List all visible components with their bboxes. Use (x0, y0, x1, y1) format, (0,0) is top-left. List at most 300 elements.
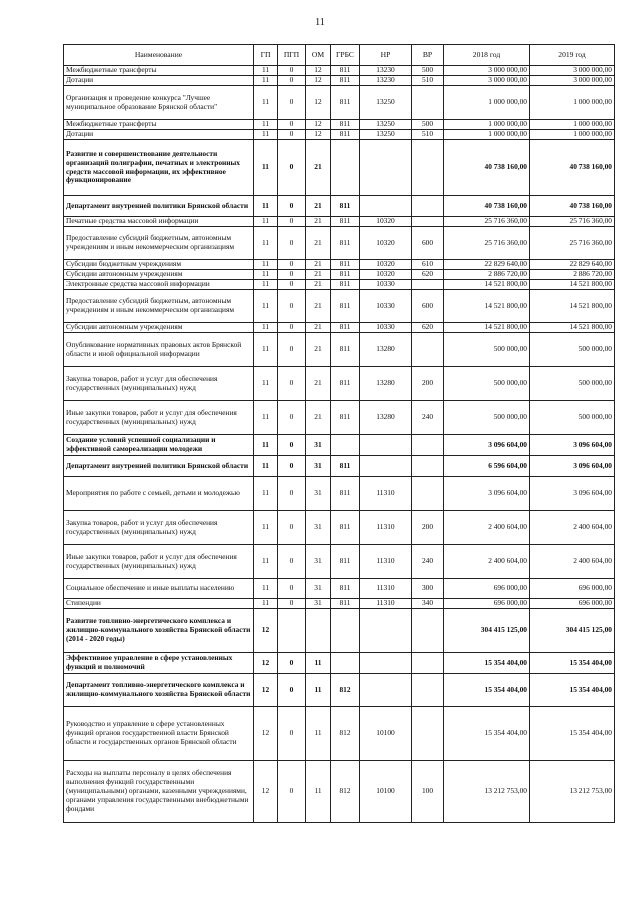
cell-nr: 13250 (360, 120, 412, 130)
cell-vr (412, 217, 444, 227)
cell-2019: 14 521 800,00 (530, 290, 615, 323)
cell-nr: 13280 (360, 401, 412, 435)
cell-2019: 25 716 360,00 (530, 217, 615, 227)
cell-2019: 2 400 604,00 (530, 545, 615, 579)
cell-pgp: 0 (278, 456, 306, 477)
cell-2018: 2 886 720,00 (444, 270, 530, 280)
cell-vr: 240 (412, 401, 444, 435)
cell-pgp: 0 (278, 401, 306, 435)
cell-grbs: 812 (331, 707, 360, 761)
cell-om: 31 (306, 477, 331, 511)
table-row (64, 579, 615, 599)
cell-vr: 500 (412, 66, 444, 76)
cell-pgp: 0 (278, 435, 306, 456)
table-row (64, 609, 615, 653)
table-row (64, 477, 615, 511)
cell-vr: 610 (412, 260, 444, 270)
cell-2019: 500 000,00 (530, 401, 615, 435)
cell-grbs (331, 435, 360, 456)
cell-2019: 1 000 000,00 (530, 130, 615, 140)
cell-2019: 25 716 360,00 (530, 227, 615, 260)
cell-om: 11 (306, 761, 331, 823)
cell-grbs: 811 (331, 86, 360, 120)
table-row (64, 227, 615, 260)
cell-om: 21 (306, 280, 331, 290)
cell-name: Опубликование нормативных правовых актов Брянской области и иной официальной информации (64, 333, 254, 367)
cell-2018: 14 521 800,00 (444, 290, 530, 323)
table-row (64, 76, 615, 86)
cell-grbs: 811 (331, 270, 360, 280)
cell-gp: 11 (254, 66, 278, 76)
table-row (64, 66, 615, 76)
cell-2018: 14 521 800,00 (444, 280, 530, 290)
column-header-2019: 2019 год (530, 45, 615, 66)
cell-vr (412, 609, 444, 653)
cell-name: Создание условий успешной социализации и эффективной самореализации молодежи (64, 435, 254, 456)
cell-gp: 11 (254, 130, 278, 140)
table-row (64, 196, 615, 217)
cell-2018: 3 096 604,00 (444, 435, 530, 456)
cell-nr: 10320 (360, 270, 412, 280)
cell-om: 31 (306, 545, 331, 579)
cell-om: 21 (306, 196, 331, 217)
cell-2018: 500 000,00 (444, 401, 530, 435)
cell-grbs: 811 (331, 579, 360, 599)
cell-2019: 304 415 125,00 (530, 609, 615, 653)
column-header-grbs: ГРБС (331, 45, 360, 66)
cell-nr (360, 609, 412, 653)
cell-om: 12 (306, 120, 331, 130)
table-row (64, 290, 615, 323)
cell-name: Департамент внутренней политики Брянской области (64, 196, 254, 217)
cell-om: 21 (306, 270, 331, 280)
cell-om: 21 (306, 401, 331, 435)
cell-2019: 15 354 404,00 (530, 653, 615, 674)
cell-2018: 15 354 404,00 (444, 674, 530, 707)
cell-gp: 11 (254, 217, 278, 227)
cell-gp: 11 (254, 333, 278, 367)
cell-gp: 11 (254, 290, 278, 323)
cell-2019: 2 886 720,00 (530, 270, 615, 280)
cell-2018: 40 738 160,00 (444, 196, 530, 217)
cell-nr: 10330 (360, 323, 412, 333)
cell-name: Межбюджетные трансферты (64, 120, 254, 130)
cell-2019: 40 738 160,00 (530, 196, 615, 217)
cell-gp: 11 (254, 86, 278, 120)
cell-gp: 11 (254, 323, 278, 333)
cell-name: Развитие и совершенствование деятельности организаций полиграфии, печатных и электронных средств массовой информации, их эффективное функционирование (64, 140, 254, 196)
cell-gp: 12 (254, 609, 278, 653)
cell-vr: 500 (412, 120, 444, 130)
cell-om: 12 (306, 86, 331, 120)
cell-om: 11 (306, 653, 331, 674)
cell-om: 21 (306, 217, 331, 227)
cell-nr (360, 653, 412, 674)
cell-vr (412, 280, 444, 290)
cell-name: Расходы на выплаты персоналу в целях обеспечения выполнения функций государственными (муниципальными) органами, казенными учреждениями, органами управления государственными внебюджетными фондами (64, 761, 254, 823)
cell-pgp: 0 (278, 227, 306, 260)
cell-vr: 200 (412, 367, 444, 401)
cell-gp: 12 (254, 761, 278, 823)
cell-2019: 3 000 000,00 (530, 76, 615, 86)
column-header-2018: 2018 год (444, 45, 530, 66)
cell-gp: 11 (254, 367, 278, 401)
cell-name: Стипендии (64, 599, 254, 609)
cell-2019: 2 400 604,00 (530, 511, 615, 545)
cell-om: 31 (306, 435, 331, 456)
cell-2018: 696 000,00 (444, 599, 530, 609)
cell-vr (412, 477, 444, 511)
cell-gp: 11 (254, 140, 278, 196)
cell-2018: 500 000,00 (444, 367, 530, 401)
cell-name: Печатные средства массовой информации (64, 217, 254, 227)
cell-2018: 25 716 360,00 (444, 227, 530, 260)
cell-2018: 15 354 404,00 (444, 653, 530, 674)
cell-vr: 510 (412, 130, 444, 140)
cell-om: 11 (306, 674, 331, 707)
cell-pgp: 0 (278, 217, 306, 227)
cell-om: 12 (306, 130, 331, 140)
page-number: 11 (315, 17, 325, 28)
cell-2018: 2 400 604,00 (444, 511, 530, 545)
cell-name: Департамент топливно-энергетического комплекса и жилищно-коммунального хозяйства Брянской области (64, 674, 254, 707)
cell-nr: 13230 (360, 76, 412, 86)
cell-vr: 620 (412, 270, 444, 280)
column-header-om: ОМ (306, 45, 331, 66)
table-row (64, 270, 615, 280)
cell-gp: 12 (254, 674, 278, 707)
cell-nr: 13250 (360, 130, 412, 140)
cell-nr: 10330 (360, 280, 412, 290)
table-row (64, 456, 615, 477)
cell-name: Эффективное управление в сфере установленных функций и полномочий (64, 653, 254, 674)
cell-grbs: 811 (331, 599, 360, 609)
cell-gp: 11 (254, 227, 278, 260)
cell-gp: 11 (254, 120, 278, 130)
budget-table (63, 44, 615, 823)
cell-grbs: 811 (331, 456, 360, 477)
cell-pgp: 0 (278, 270, 306, 280)
cell-grbs: 811 (331, 333, 360, 367)
cell-2019: 13 212 753,00 (530, 761, 615, 823)
cell-2018: 2 400 604,00 (444, 545, 530, 579)
cell-grbs: 811 (331, 545, 360, 579)
cell-2019: 696 000,00 (530, 579, 615, 599)
cell-2019: 3 096 604,00 (530, 435, 615, 456)
cell-vr (412, 653, 444, 674)
cell-om: 12 (306, 66, 331, 76)
cell-pgp: 0 (278, 707, 306, 761)
cell-vr: 600 (412, 227, 444, 260)
cell-gp: 11 (254, 76, 278, 86)
cell-grbs: 811 (331, 120, 360, 130)
cell-pgp: 0 (278, 653, 306, 674)
table-row (64, 511, 615, 545)
cell-om: 12 (306, 76, 331, 86)
table-row (64, 86, 615, 120)
cell-2018: 13 212 753,00 (444, 761, 530, 823)
column-header-pgp: ПГП (278, 45, 306, 66)
cell-name: Руководство и управление в сфере установленных функций органов государственной власти Брянской области и государственных органов Брянской области (64, 707, 254, 761)
cell-pgp: 0 (278, 333, 306, 367)
cell-2018: 40 738 160,00 (444, 140, 530, 196)
cell-vr (412, 456, 444, 477)
cell-2018: 1 000 000,00 (444, 86, 530, 120)
cell-2019: 15 354 404,00 (530, 674, 615, 707)
cell-nr: 11310 (360, 545, 412, 579)
cell-nr: 10320 (360, 260, 412, 270)
cell-2019: 500 000,00 (530, 333, 615, 367)
cell-pgp: 0 (278, 545, 306, 579)
cell-grbs: 811 (331, 227, 360, 260)
cell-gp: 11 (254, 270, 278, 280)
table-row (64, 120, 615, 130)
cell-grbs: 811 (331, 323, 360, 333)
cell-pgp: 0 (278, 196, 306, 217)
cell-name: Дотации (64, 76, 254, 86)
cell-2018: 304 415 125,00 (444, 609, 530, 653)
cell-2018: 3 000 000,00 (444, 76, 530, 86)
cell-nr: 10320 (360, 217, 412, 227)
table-row (64, 140, 615, 196)
table-row (64, 435, 615, 456)
cell-nr: 10100 (360, 761, 412, 823)
cell-gp: 12 (254, 653, 278, 674)
cell-vr: 620 (412, 323, 444, 333)
table-row (64, 707, 615, 761)
cell-2019: 15 354 404,00 (530, 707, 615, 761)
cell-2018: 15 354 404,00 (444, 707, 530, 761)
cell-vr (412, 86, 444, 120)
cell-vr: 510 (412, 76, 444, 86)
cell-2019: 1 000 000,00 (530, 120, 615, 130)
cell-2019: 3 000 000,00 (530, 66, 615, 76)
cell-nr: 13280 (360, 367, 412, 401)
cell-gp: 11 (254, 435, 278, 456)
cell-name: Субсидии автономным учреждениям (64, 270, 254, 280)
cell-2019: 500 000,00 (530, 367, 615, 401)
cell-name: Предоставление субсидий бюджетным, автономным учреждениям и иным некоммерческим организациям (64, 290, 254, 323)
cell-name: Мероприятия по работе с семьей, детьми и молодежью (64, 477, 254, 511)
cell-gp: 11 (254, 599, 278, 609)
cell-vr (412, 333, 444, 367)
cell-vr (412, 435, 444, 456)
cell-name: Развитие топливно-энергетического комплекса и жилищно-коммунального хозяйства Брянской области (2014 - 2020 годы) (64, 609, 254, 653)
cell-grbs: 811 (331, 401, 360, 435)
cell-name: Электронные средства массовой информации (64, 280, 254, 290)
cell-nr: 13280 (360, 333, 412, 367)
cell-gp: 11 (254, 456, 278, 477)
cell-name: Организация и проведение конкурса "Лучшее муниципальное образование Брянской области" (64, 86, 254, 120)
column-header-name: Наименование (64, 45, 254, 66)
column-header-vr: ВР (412, 45, 444, 66)
cell-2019: 3 096 604,00 (530, 477, 615, 511)
cell-name: Социальное обеспечение и иные выплаты населению (64, 579, 254, 599)
cell-grbs: 812 (331, 674, 360, 707)
cell-om: 21 (306, 290, 331, 323)
cell-nr: 13250 (360, 86, 412, 120)
cell-pgp: 0 (278, 477, 306, 511)
table-row (64, 217, 615, 227)
cell-om: 11 (306, 707, 331, 761)
cell-pgp: 0 (278, 260, 306, 270)
cell-om: 21 (306, 140, 331, 196)
cell-2018: 3 096 604,00 (444, 477, 530, 511)
cell-pgp: 0 (278, 579, 306, 599)
table-row (64, 367, 615, 401)
cell-vr: 200 (412, 511, 444, 545)
cell-pgp: 0 (278, 86, 306, 120)
table-row (64, 653, 615, 674)
cell-nr (360, 456, 412, 477)
cell-om: 21 (306, 323, 331, 333)
cell-pgp: 0 (278, 76, 306, 86)
cell-name: Иные закупки товаров, работ и услуг для обеспечения государственных (муниципальных) нужд (64, 401, 254, 435)
cell-vr (412, 674, 444, 707)
cell-nr: 10320 (360, 227, 412, 260)
cell-pgp: 0 (278, 290, 306, 323)
cell-2019: 1 000 000,00 (530, 86, 615, 120)
table-row (64, 761, 615, 823)
cell-2019: 14 521 800,00 (530, 323, 615, 333)
cell-2019: 22 829 640,00 (530, 260, 615, 270)
cell-nr (360, 140, 412, 196)
table-body (64, 66, 615, 823)
cell-om: 21 (306, 260, 331, 270)
cell-pgp: 0 (278, 323, 306, 333)
cell-grbs: 811 (331, 280, 360, 290)
cell-gp: 11 (254, 477, 278, 511)
cell-gp: 11 (254, 260, 278, 270)
cell-grbs: 811 (331, 290, 360, 323)
table-row (64, 545, 615, 579)
cell-grbs: 811 (331, 367, 360, 401)
cell-gp: 11 (254, 579, 278, 599)
cell-vr: 600 (412, 290, 444, 323)
table-row (64, 260, 615, 270)
cell-grbs: 811 (331, 217, 360, 227)
cell-om: 21 (306, 367, 331, 401)
cell-name: Субсидии бюджетным учреждениям (64, 260, 254, 270)
cell-om: 31 (306, 599, 331, 609)
cell-vr (412, 196, 444, 217)
cell-name: Закупка товаров, работ и услуг для обеспечения государственных (муниципальных) нужд (64, 511, 254, 545)
cell-grbs: 811 (331, 130, 360, 140)
cell-pgp: 0 (278, 140, 306, 196)
cell-nr (360, 674, 412, 707)
column-header-gp: ГП (254, 45, 278, 66)
cell-2018: 1 000 000,00 (444, 130, 530, 140)
cell-nr: 11310 (360, 579, 412, 599)
cell-gp: 11 (254, 196, 278, 217)
cell-pgp: 0 (278, 120, 306, 130)
cell-name: Департамент внутренней политики Брянской области (64, 456, 254, 477)
cell-grbs: 811 (331, 76, 360, 86)
cell-grbs: 811 (331, 196, 360, 217)
cell-2018: 1 000 000,00 (444, 120, 530, 130)
table-row (64, 130, 615, 140)
cell-pgp: 0 (278, 66, 306, 76)
cell-nr: 11310 (360, 511, 412, 545)
column-header-nr: НР (360, 45, 412, 66)
cell-nr (360, 435, 412, 456)
cell-om (306, 609, 331, 653)
cell-name: Предоставление субсидий бюджетным, автономным учреждениям и иным некоммерческим организациям (64, 227, 254, 260)
cell-pgp: 0 (278, 130, 306, 140)
cell-nr: 10330 (360, 290, 412, 323)
cell-name: Межбюджетные трансферты (64, 66, 254, 76)
table-row (64, 323, 615, 333)
cell-grbs: 812 (331, 761, 360, 823)
cell-nr: 10100 (360, 707, 412, 761)
cell-vr: 340 (412, 599, 444, 609)
table-row (64, 401, 615, 435)
cell-name: Иные закупки товаров, работ и услуг для обеспечения государственных (муниципальных) нужд (64, 545, 254, 579)
header-row (64, 45, 615, 66)
cell-om: 21 (306, 227, 331, 260)
cell-om: 31 (306, 511, 331, 545)
cell-2019: 696 000,00 (530, 599, 615, 609)
cell-name: Субсидии автономным учреждениям (64, 323, 254, 333)
cell-nr: 11310 (360, 599, 412, 609)
cell-gp: 11 (254, 511, 278, 545)
table-row (64, 280, 615, 290)
cell-2018: 22 829 640,00 (444, 260, 530, 270)
cell-pgp: 0 (278, 367, 306, 401)
cell-2018: 3 000 000,00 (444, 66, 530, 76)
cell-om: 31 (306, 456, 331, 477)
cell-vr: 300 (412, 579, 444, 599)
cell-grbs: 811 (331, 260, 360, 270)
cell-nr (360, 196, 412, 217)
cell-vr (412, 707, 444, 761)
cell-om: 31 (306, 579, 331, 599)
cell-name: Закупка товаров, работ и услуг для обеспечения государственных (муниципальных) нужд (64, 367, 254, 401)
cell-grbs: 811 (331, 477, 360, 511)
cell-vr (412, 140, 444, 196)
cell-grbs: 811 (331, 66, 360, 76)
cell-gp: 11 (254, 545, 278, 579)
table-row (64, 674, 615, 707)
cell-2019: 40 738 160,00 (530, 140, 615, 196)
cell-2018: 14 521 800,00 (444, 323, 530, 333)
cell-pgp: 0 (278, 280, 306, 290)
cell-gp: 11 (254, 280, 278, 290)
cell-pgp (278, 609, 306, 653)
cell-gp: 11 (254, 401, 278, 435)
cell-gp: 12 (254, 707, 278, 761)
cell-2019: 14 521 800,00 (530, 280, 615, 290)
table-row (64, 333, 615, 367)
cell-name: Дотации (64, 130, 254, 140)
cell-grbs (331, 140, 360, 196)
cell-pgp: 0 (278, 599, 306, 609)
cell-om: 21 (306, 333, 331, 367)
cell-2018: 500 000,00 (444, 333, 530, 367)
cell-nr: 13230 (360, 66, 412, 76)
cell-pgp: 0 (278, 674, 306, 707)
table-row (64, 599, 615, 609)
cell-grbs (331, 653, 360, 674)
cell-2018: 696 000,00 (444, 579, 530, 599)
cell-vr: 240 (412, 545, 444, 579)
cell-2018: 25 716 360,00 (444, 217, 530, 227)
cell-pgp: 0 (278, 511, 306, 545)
cell-vr: 100 (412, 761, 444, 823)
cell-grbs: 811 (331, 511, 360, 545)
cell-nr: 11310 (360, 477, 412, 511)
cell-grbs (331, 609, 360, 653)
